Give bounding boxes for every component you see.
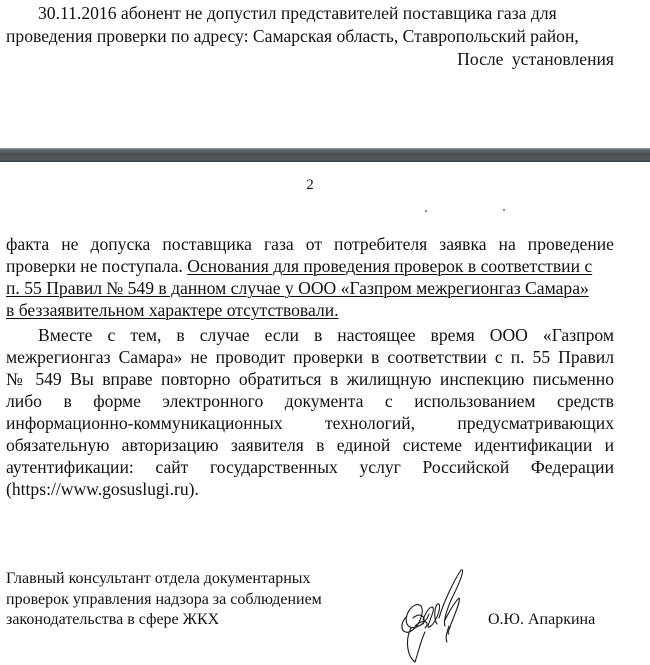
- text-line: факта не допуска поставщика газа от потребителя заявка на проведение: [6, 234, 614, 254]
- signatory-position: [6, 569, 322, 631]
- paragraph2-line-6: [6, 435, 614, 455]
- paragraph1-line-1: [6, 234, 614, 254]
- paragraph1-line-4: [6, 300, 614, 320]
- underlined-text: п. 55 Правил № 549 в данном случае у ООО «Газпром межрегионгаз Самара»: [6, 278, 589, 298]
- page1-line-2: [6, 26, 614, 46]
- position-line: проверок управления надзора за соблюдением: [6, 590, 322, 608]
- text-line: аутентификации: сайт государственных услуг Российской Федерации: [6, 457, 614, 477]
- scan-speck: [425, 210, 427, 212]
- position-line: законодательства в сфере ЖКХ: [6, 611, 220, 628]
- position-line: Главный консультант отдела документарных: [6, 570, 311, 587]
- paragraph2-line-3: [6, 369, 614, 389]
- paragraph1-line-2: [6, 256, 614, 276]
- handwritten-signature: [395, 568, 475, 664]
- signatory-name: О.Ю. Апаркина: [488, 611, 596, 628]
- underlined-text: в беззаявительном характере отсутствовали.: [6, 300, 339, 320]
- text-line: (https://www.gosuslugi.ru).: [6, 479, 199, 499]
- page-break-divider: [0, 148, 650, 162]
- text-line: 30.11.2016 абонент не допустил представителей поставщика газа для: [38, 3, 557, 23]
- paragraph2-line-4: [6, 391, 614, 411]
- paragraph2-line-2: [6, 347, 614, 367]
- text-line: Вместе с тем, в случае если в настоящее время ООО «Газпром: [38, 325, 614, 345]
- text-line: № 549 Вы вправе повторно обратиться в жилищную инспекцию письменно: [6, 369, 614, 389]
- text-line: проверки не поступала.: [6, 256, 188, 276]
- paragraph2-line-5: [6, 413, 614, 433]
- page1-line-1: [38, 3, 614, 23]
- text-line: информационно-коммуникационных технологий, предусматривающих: [6, 413, 614, 433]
- text-line: обязательную авторизацию заявителя в единой системе идентификации и: [6, 435, 614, 455]
- page1-line-3: [6, 49, 614, 69]
- text-line: межрегионгаз Самара» не проводит проверки в соответствии с п. 55 Правил: [6, 347, 614, 367]
- paragraph2-line-1: [38, 325, 614, 345]
- scan-speck: [503, 209, 505, 211]
- text-line: После установления: [457, 49, 614, 69]
- page-number: 2: [306, 177, 314, 193]
- paragraph1-line-3: [6, 278, 614, 298]
- text-line: проведения проверки по адресу: Самарская область, Ставропольский район,: [6, 26, 579, 46]
- underlined-text: Основания для проведения проверок в соответствии с: [187, 256, 593, 276]
- text-line: либо в форме электронного документа с использованием средств: [6, 391, 614, 411]
- paragraph2-line-7: [6, 457, 614, 477]
- paragraph2-line-8: [6, 479, 614, 499]
